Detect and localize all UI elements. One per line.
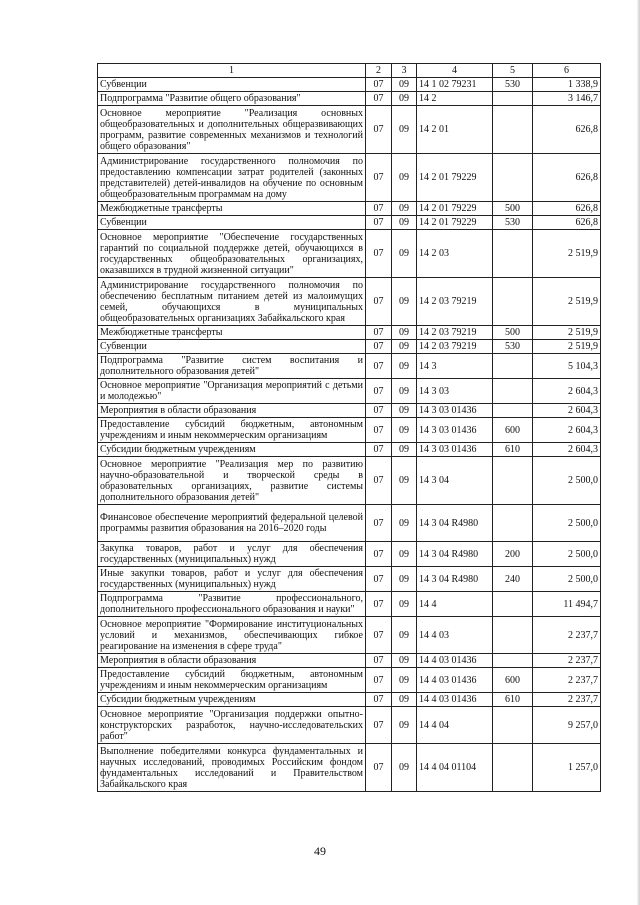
subsection-code-cell: 09 — [392, 567, 417, 592]
expense-type-cell — [493, 744, 533, 792]
target-article-cell: 14 3 03 — [417, 379, 493, 404]
expense-type-cell — [493, 654, 533, 668]
expense-type-cell: 530 — [493, 216, 533, 230]
target-article-cell: 14 3 03 01436 — [417, 418, 493, 443]
section-code-cell: 07 — [366, 744, 392, 792]
target-article-cell: 14 4 03 01436 — [417, 668, 493, 693]
section-code-cell: 07 — [366, 707, 392, 744]
amount-cell: 2 604,3 — [533, 404, 601, 418]
section-code-cell: 07 — [366, 278, 392, 326]
expense-type-cell: 610 — [493, 693, 533, 707]
subsection-code-cell: 09 — [392, 693, 417, 707]
section-code-cell: 07 — [366, 92, 392, 106]
target-article-cell: 14 2 01 79229 — [417, 202, 493, 216]
amount-cell: 2 237,7 — [533, 668, 601, 693]
target-article-cell: 14 2 03 — [417, 230, 493, 278]
item-name-cell: Администрирование государственного полномочия по обеспечению бесплатным питанием детей из малоимущих семей, обучающихся в муниципальных общеобразовательных организациях Забайкальского края — [98, 278, 366, 326]
subsection-code-cell: 09 — [392, 106, 417, 154]
subsection-code-cell: 09 — [392, 78, 417, 92]
table-row — [98, 707, 601, 744]
expense-type-cell: 600 — [493, 418, 533, 443]
subsection-code-cell: 09 — [392, 326, 417, 340]
target-article-cell: 14 3 04 R4980 — [417, 542, 493, 567]
section-code-cell: 07 — [366, 354, 392, 379]
section-code-cell: 07 — [366, 379, 392, 404]
item-name-cell: Мероприятия в области образования — [98, 654, 366, 668]
item-name-cell: Подпрограмма "Развитие систем воспитания и дополнительного образования детей" — [98, 354, 366, 379]
table-row — [98, 443, 601, 457]
table-row — [98, 617, 601, 654]
section-code-cell: 07 — [366, 106, 392, 154]
budget-table — [97, 63, 601, 792]
target-article-cell: 14 2 03 79219 — [417, 340, 493, 354]
item-name-cell: Подпрограмма "Развитие общего образования" — [98, 92, 366, 106]
section-code-cell: 07 — [366, 668, 392, 693]
section-code-cell: 07 — [366, 216, 392, 230]
target-article-cell: 14 1 02 79231 — [417, 78, 493, 92]
expense-type-cell: 530 — [493, 78, 533, 92]
table-row — [98, 693, 601, 707]
subsection-code-cell: 09 — [392, 443, 417, 457]
section-code-cell: 07 — [366, 418, 392, 443]
amount-cell: 2 500,0 — [533, 567, 601, 592]
subsection-code-cell: 09 — [392, 654, 417, 668]
amount-cell: 2 500,0 — [533, 457, 601, 505]
section-code-cell: 07 — [366, 457, 392, 505]
expense-type-cell — [493, 106, 533, 154]
section-code-cell: 07 — [366, 443, 392, 457]
table-row — [98, 106, 601, 154]
section-code-cell: 07 — [366, 230, 392, 278]
amount-cell: 626,8 — [533, 202, 601, 216]
subsection-code-cell: 09 — [392, 542, 417, 567]
expense-type-cell — [493, 278, 533, 326]
subsection-code-cell: 09 — [392, 744, 417, 792]
amount-cell: 2 237,7 — [533, 693, 601, 707]
amount-cell: 2 519,9 — [533, 340, 601, 354]
section-code-cell: 07 — [366, 567, 392, 592]
expense-type-cell — [493, 354, 533, 379]
subsection-code-cell: 09 — [392, 505, 417, 542]
column-number: 6 — [533, 64, 601, 78]
table-row — [98, 92, 601, 106]
expense-type-cell — [493, 92, 533, 106]
amount-cell: 11 494,7 — [533, 592, 601, 617]
subsection-code-cell: 09 — [392, 617, 417, 654]
column-number: 2 — [366, 64, 392, 78]
table-row — [98, 542, 601, 567]
section-code-cell: 07 — [366, 542, 392, 567]
item-name-cell: Предоставление субсидий бюджетным, автономным учреждениям и иным некоммерческим организациям — [98, 668, 366, 693]
subsection-code-cell: 09 — [392, 354, 417, 379]
item-name-cell: Субвенции — [98, 340, 366, 354]
table-row — [98, 354, 601, 379]
page-number: 49 — [314, 844, 326, 858]
expense-type-cell — [493, 230, 533, 278]
column-number: 1 — [98, 64, 366, 78]
table-row — [98, 202, 601, 216]
amount-cell: 2 519,9 — [533, 230, 601, 278]
subsection-code-cell: 09 — [392, 707, 417, 744]
section-code-cell: 07 — [366, 326, 392, 340]
target-article-cell: 14 4 04 — [417, 707, 493, 744]
expense-type-cell — [493, 707, 533, 744]
target-article-cell: 14 2 03 79219 — [417, 278, 493, 326]
item-name-cell: Субсидии бюджетным учреждениям — [98, 443, 366, 457]
table-row — [98, 404, 601, 418]
subsection-code-cell: 09 — [392, 668, 417, 693]
amount-cell: 2 237,7 — [533, 654, 601, 668]
amount-cell: 2 519,9 — [533, 278, 601, 326]
expense-type-cell — [493, 404, 533, 418]
subsection-code-cell: 09 — [392, 216, 417, 230]
table-row — [98, 154, 601, 202]
expense-type-cell: 240 — [493, 567, 533, 592]
item-name-cell: Администрирование государственного полномочия по предоставлению компенсации затрат родителей (законных представителей) детей-инвалидов на обучение по основным общеобразовательным программам на дому — [98, 154, 366, 202]
target-article-cell: 14 3 04 R4980 — [417, 505, 493, 542]
amount-cell: 3 146,7 — [533, 92, 601, 106]
subsection-code-cell: 09 — [392, 154, 417, 202]
column-number: 5 — [493, 64, 533, 78]
item-name-cell: Субсидии бюджетным учреждениям — [98, 693, 366, 707]
target-article-cell: 14 3 04 R4980 — [417, 567, 493, 592]
section-code-cell: 07 — [366, 654, 392, 668]
table-row — [98, 418, 601, 443]
section-code-cell: 07 — [366, 154, 392, 202]
amount-cell: 2 500,0 — [533, 505, 601, 542]
section-code-cell: 07 — [366, 202, 392, 216]
table-row — [98, 379, 601, 404]
target-article-cell: 14 2 01 79229 — [417, 216, 493, 230]
item-name-cell: Основное мероприятие "Организация мероприятий с детьми и молодежью" — [98, 379, 366, 404]
target-article-cell: 14 4 04 01104 — [417, 744, 493, 792]
item-name-cell: Основное мероприятие "Организация поддержки опытно-конструкторских разработок, научно-исследовательских работ" — [98, 707, 366, 744]
target-article-cell: 14 4 03 — [417, 617, 493, 654]
target-article-cell: 14 4 03 01436 — [417, 693, 493, 707]
subsection-code-cell: 09 — [392, 230, 417, 278]
amount-cell: 5 104,3 — [533, 354, 601, 379]
amount-cell: 2 500,0 — [533, 542, 601, 567]
subsection-code-cell: 09 — [392, 379, 417, 404]
expense-type-cell — [493, 505, 533, 542]
item-name-cell: Иные закупки товаров, работ и услуг для обеспечения государственных (муниципальных) нужд — [98, 567, 366, 592]
item-name-cell: Межбюджетные трансферты — [98, 326, 366, 340]
target-article-cell: 14 2 01 — [417, 106, 493, 154]
expense-type-cell — [493, 592, 533, 617]
expense-type-cell: 500 — [493, 202, 533, 216]
expense-type-cell: 610 — [493, 443, 533, 457]
target-article-cell: 14 3 04 — [417, 457, 493, 505]
target-article-cell: 14 3 — [417, 354, 493, 379]
target-article-cell: 14 2 01 79229 — [417, 154, 493, 202]
amount-cell: 626,8 — [533, 154, 601, 202]
table-row — [98, 668, 601, 693]
table-row — [98, 592, 601, 617]
subsection-code-cell: 09 — [392, 457, 417, 505]
expense-type-cell — [493, 617, 533, 654]
column-number: 3 — [392, 64, 417, 78]
section-code-cell: 07 — [366, 617, 392, 654]
subsection-code-cell: 09 — [392, 92, 417, 106]
table-row — [98, 340, 601, 354]
amount-cell: 1 338,9 — [533, 78, 601, 92]
target-article-cell: 14 4 03 01436 — [417, 654, 493, 668]
target-article-cell: 14 4 — [417, 592, 493, 617]
table-row — [98, 505, 601, 542]
item-name-cell: Основное мероприятие "Обеспечение государственных гарантий по социальной поддержке детей, обучающихся в государственных общеобразовательных организациях, оказавшихся в трудной жизненной ситуации" — [98, 230, 366, 278]
item-name-cell: Основное мероприятие "Реализация мер по развитию научно-образовательной и творческой среды в образовательных организациях, развитие системы дополнительного образования детей" — [98, 457, 366, 505]
expense-type-cell: 530 — [493, 340, 533, 354]
item-name-cell: Выполнение победителями конкурса фундаментальных и научных исследований, проводимых Российским фондом фундаментальных исследований и Правительством Забайкальского края — [98, 744, 366, 792]
section-code-cell: 07 — [366, 78, 392, 92]
amount-cell: 2 237,7 — [533, 617, 601, 654]
target-article-cell: 14 3 03 01436 — [417, 443, 493, 457]
item-name-cell: Основное мероприятие "Реализация основных общеобразовательных и дополнительных общеразвивающих программ, развитие современных механизмов и технологий общего образования" — [98, 106, 366, 154]
table-row — [98, 744, 601, 792]
table-row — [98, 654, 601, 668]
item-name-cell: Субвенции — [98, 78, 366, 92]
expense-type-cell — [493, 457, 533, 505]
section-code-cell: 07 — [366, 340, 392, 354]
target-article-cell: 14 2 — [417, 92, 493, 106]
column-number: 4 — [417, 64, 493, 78]
item-name-cell: Межбюджетные трансферты — [98, 202, 366, 216]
amount-cell: 2 519,9 — [533, 326, 601, 340]
expense-type-cell: 500 — [493, 326, 533, 340]
expense-type-cell: 200 — [493, 542, 533, 567]
item-name-cell: Финансовое обеспечение мероприятий федеральной целевой программы развития образования на 2016–2020 годы — [98, 505, 366, 542]
item-name-cell: Подпрограмма "Развитие профессионального, дополнительного профессионального образования и науки" — [98, 592, 366, 617]
table-row — [98, 457, 601, 505]
table-row — [98, 567, 601, 592]
section-code-cell: 07 — [366, 404, 392, 418]
target-article-cell: 14 2 03 79219 — [417, 326, 493, 340]
amount-cell: 1 257,0 — [533, 744, 601, 792]
table-row — [98, 78, 601, 92]
item-name-cell: Закупка товаров, работ и услуг для обеспечения государственных (муниципальных) нужд — [98, 542, 366, 567]
table-row — [98, 278, 601, 326]
expense-type-cell: 600 — [493, 668, 533, 693]
section-code-cell: 07 — [366, 693, 392, 707]
amount-cell: 2 604,3 — [533, 418, 601, 443]
budget-table-body — [98, 64, 601, 792]
amount-cell: 2 604,3 — [533, 379, 601, 404]
subsection-code-cell: 09 — [392, 340, 417, 354]
table-row — [98, 326, 601, 340]
subsection-code-cell: 09 — [392, 592, 417, 617]
section-code-cell: 07 — [366, 592, 392, 617]
amount-cell: 9 257,0 — [533, 707, 601, 744]
amount-cell: 626,8 — [533, 216, 601, 230]
amount-cell: 2 604,3 — [533, 443, 601, 457]
item-name-cell: Мероприятия в области образования — [98, 404, 366, 418]
amount-cell: 626,8 — [533, 106, 601, 154]
expense-type-cell — [493, 154, 533, 202]
item-name-cell: Субвенции — [98, 216, 366, 230]
item-name-cell: Предоставление субсидий бюджетным, автономным учреждениям и иным некоммерческим организациям — [98, 418, 366, 443]
subsection-code-cell: 09 — [392, 202, 417, 216]
expense-type-cell — [493, 379, 533, 404]
subsection-code-cell: 09 — [392, 418, 417, 443]
table-row — [98, 216, 601, 230]
target-article-cell: 14 3 03 01436 — [417, 404, 493, 418]
subsection-code-cell: 09 — [392, 404, 417, 418]
column-number-header-row — [98, 64, 601, 78]
subsection-code-cell: 09 — [392, 278, 417, 326]
section-code-cell: 07 — [366, 505, 392, 542]
table-row — [98, 230, 601, 278]
item-name-cell: Основное мероприятие "Формирование институциональных условий и механизмов, обеспечивающих гибкое реагирование на изменения в сфере труда" — [98, 617, 366, 654]
